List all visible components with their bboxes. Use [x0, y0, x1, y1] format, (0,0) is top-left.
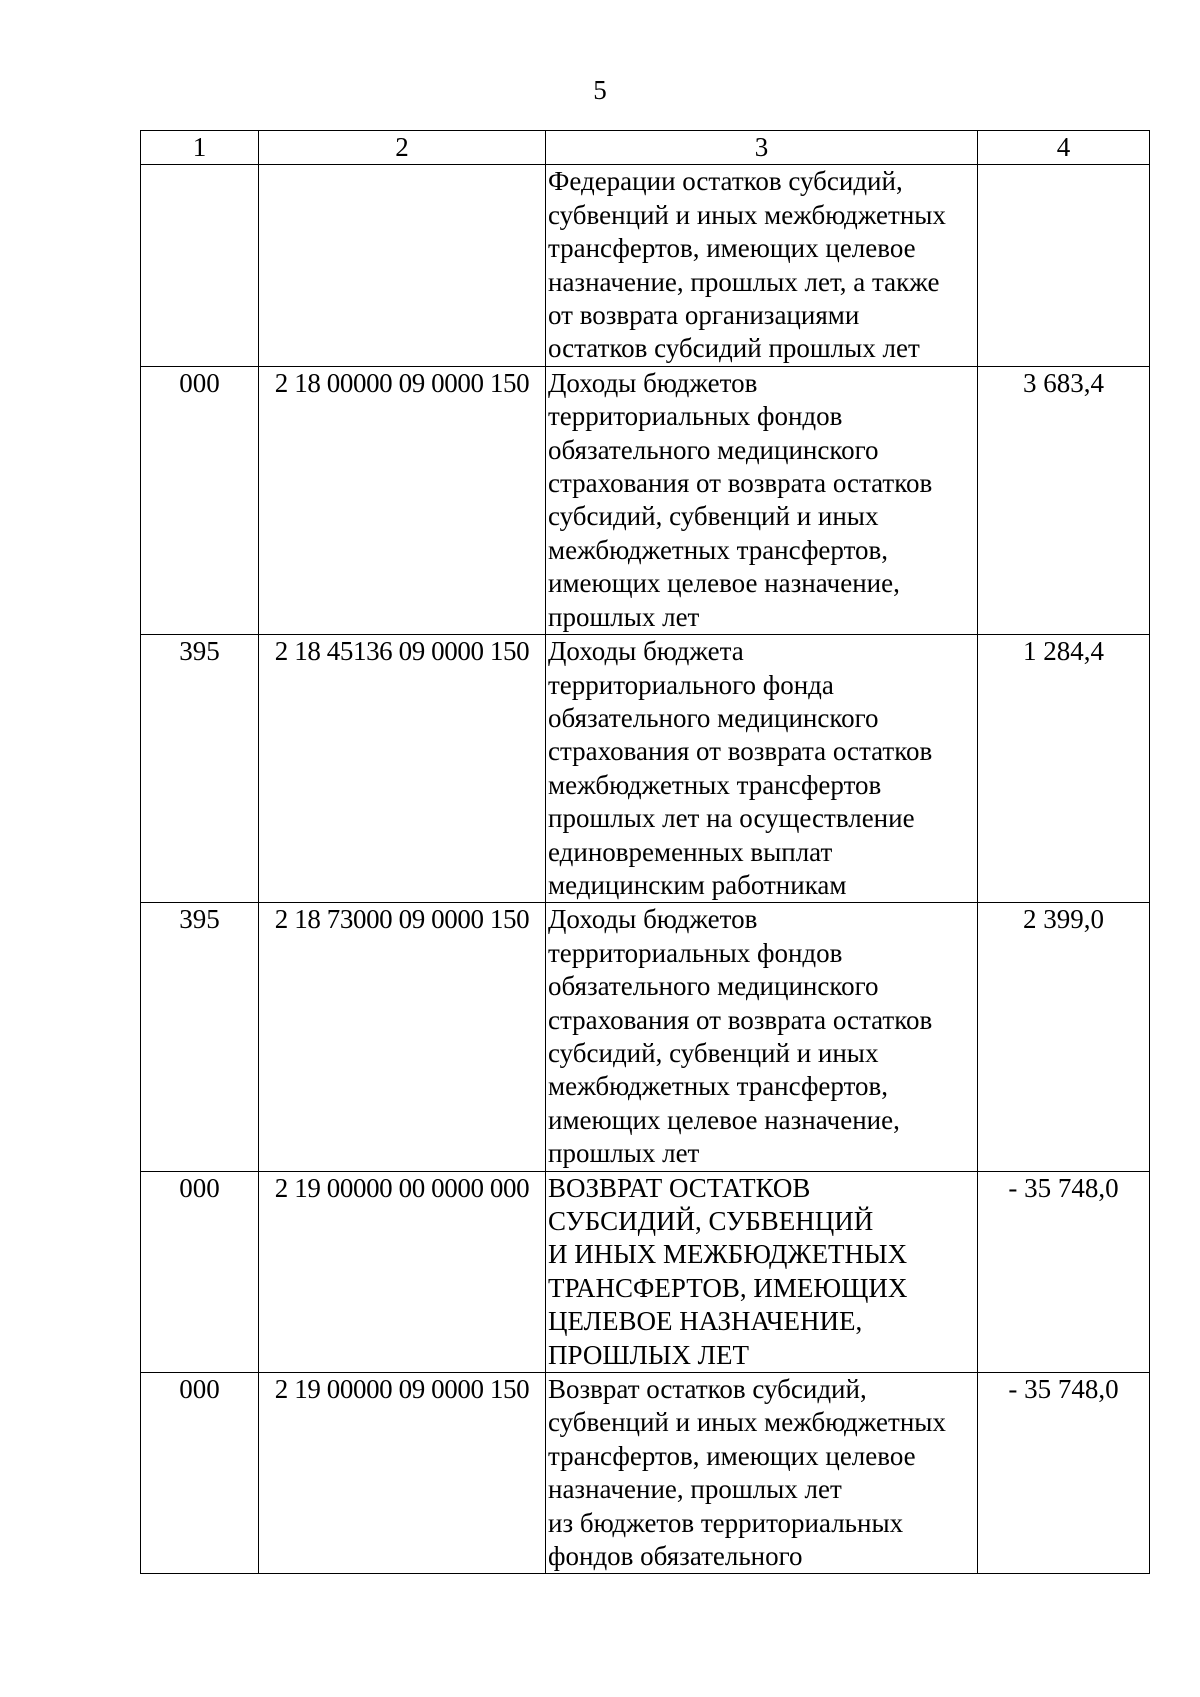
- revenue-name-cell: Федерации остатков субсидий, субвенций и иных межбюджетных трансфертов, имеющих целевое назначение, прошлых лет, а также от возврата организациями остатков субсидий прошлых лет: [546, 165, 978, 366]
- table-row: [141, 903, 1150, 1171]
- table-header-row: [141, 131, 1150, 165]
- table-row: [141, 165, 1150, 366]
- revenue-name-cell: Возврат остатков субсидий, субвенций и иных межбюджетных трансфертов, имеющих целевое назначение, прошлых лет из бюджетов территориальных фондов обязательного: [546, 1373, 978, 1574]
- budget-code-cell: 2 18 73000 09 0000 150: [259, 903, 546, 1171]
- table-row: [141, 1171, 1150, 1372]
- revenue-name-cell: Доходы бюджетов территориальных фондов обязательного медицинского страхования от возврата остатков субсидий, субвенций и иных межбюджетных трансфертов, имеющих целевое назначение, прошлых лет: [546, 366, 978, 634]
- amount-cell: 3 683,4: [978, 366, 1150, 634]
- budget-code-cell: 2 18 00000 09 0000 150: [259, 366, 546, 634]
- column-header-4: 4: [978, 131, 1150, 165]
- amount-cell: [978, 165, 1150, 366]
- budget-revenue-table: [140, 130, 1150, 1574]
- budget-code-cell: 2 19 00000 09 0000 150: [259, 1373, 546, 1574]
- admin-code-cell: 000: [141, 1171, 259, 1372]
- table-row: [141, 1373, 1150, 1574]
- admin-code-cell: [141, 165, 259, 366]
- page-number: 5: [593, 75, 607, 105]
- admin-code-cell: 395: [141, 903, 259, 1171]
- amount-cell: - 35 748,0: [978, 1373, 1150, 1574]
- revenue-name-cell: Доходы бюджетов территориальных фондов обязательного медицинского страхования от возврата остатков субсидий, субвенций и иных межбюджетных трансфертов, имеющих целевое назначение, прошлых лет: [546, 903, 978, 1171]
- column-header-3: 3: [546, 131, 978, 165]
- admin-code-cell: 395: [141, 635, 259, 903]
- revenue-name-cell: Доходы бюджета территориального фонда обязательного медицинского страхования от возврата остатков межбюджетных трансфертов прошлых лет на осуществление единовременных выплат медицинским работникам: [546, 635, 978, 903]
- table-row: [141, 366, 1150, 634]
- budget-code-cell: [259, 165, 546, 366]
- budget-code-cell: 2 19 00000 00 0000 000: [259, 1171, 546, 1372]
- revenue-name-cell: ВОЗВРАТ ОСТАТКОВ СУБСИДИЙ, СУБВЕНЦИЙ И ИНЫХ МЕЖБЮДЖЕТНЫХ ТРАНСФЕРТОВ, ИМЕЮЩИХ ЦЕЛЕВОЕ НАЗНАЧЕНИЕ, ПРОШЛЫХ ЛЕТ: [546, 1171, 978, 1372]
- admin-code-cell: 000: [141, 1373, 259, 1574]
- amount-cell: 1 284,4: [978, 635, 1150, 903]
- admin-code-cell: 000: [141, 366, 259, 634]
- column-header-2: 2: [259, 131, 546, 165]
- amount-cell: 2 399,0: [978, 903, 1150, 1171]
- amount-cell: - 35 748,0: [978, 1171, 1150, 1372]
- table-row: [141, 635, 1150, 903]
- column-header-1: 1: [141, 131, 259, 165]
- budget-code-cell: 2 18 45136 09 0000 150: [259, 635, 546, 903]
